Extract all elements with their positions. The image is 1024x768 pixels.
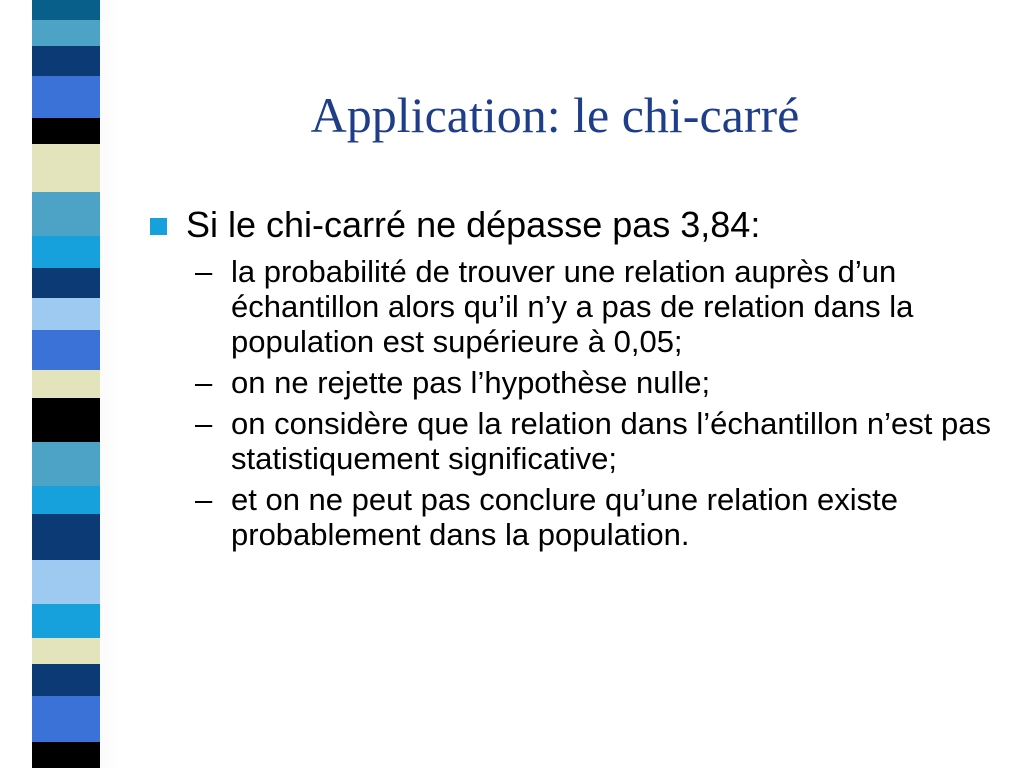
stripe [32, 638, 100, 664]
stripe [32, 560, 100, 604]
stripe [32, 118, 100, 144]
stripe [32, 76, 100, 118]
bullet-point [150, 202, 1000, 248]
sub-bullet-text: on considère que la relation dans l’échantillon n’est pas statistiquement significative; [231, 406, 991, 476]
sub-bullet-text: la probabilité de trouver une relation auprès d’un échantillon alors qu’il n’y a pas de relation dans la population est supérieure à 0,05; [231, 254, 914, 359]
stripe [32, 298, 100, 330]
stripe [32, 742, 100, 768]
stripe [32, 696, 100, 742]
stripe [32, 268, 100, 298]
stripe [32, 442, 100, 486]
slide-title: Application: le chi-carré [310, 87, 800, 143]
stripe [32, 664, 100, 696]
square-bullet-icon [150, 218, 167, 235]
stripe [32, 236, 100, 268]
stripe [32, 0, 100, 20]
decorative-stripe-bar [32, 0, 100, 768]
dash-icon: – [195, 365, 213, 400]
dash-icon: – [195, 254, 213, 289]
stripe [32, 398, 100, 442]
stripe [32, 514, 100, 560]
slide-content [150, 202, 1000, 552]
sub-bullet [195, 254, 991, 359]
stripe [32, 486, 100, 514]
stripe [32, 370, 100, 398]
stripe [32, 604, 100, 638]
sub-bullet [195, 365, 991, 400]
bullet-text: Si le chi-carré ne dépasse pas 3,84: [186, 204, 761, 245]
stripe [32, 330, 100, 370]
dash-icon: – [195, 482, 213, 517]
dash-icon: – [195, 406, 213, 441]
sub-bullet [195, 482, 991, 552]
sub-bullet-text: et on ne peut pas conclure qu’une relation existe probablement dans la population. [231, 482, 898, 552]
stripe [32, 20, 100, 46]
sub-bullet-text: on ne rejette pas l’hypothèse nulle; [231, 365, 711, 400]
stripe [32, 46, 100, 76]
stripe [32, 144, 100, 192]
sub-bullet [195, 406, 991, 476]
stripe [32, 192, 100, 236]
